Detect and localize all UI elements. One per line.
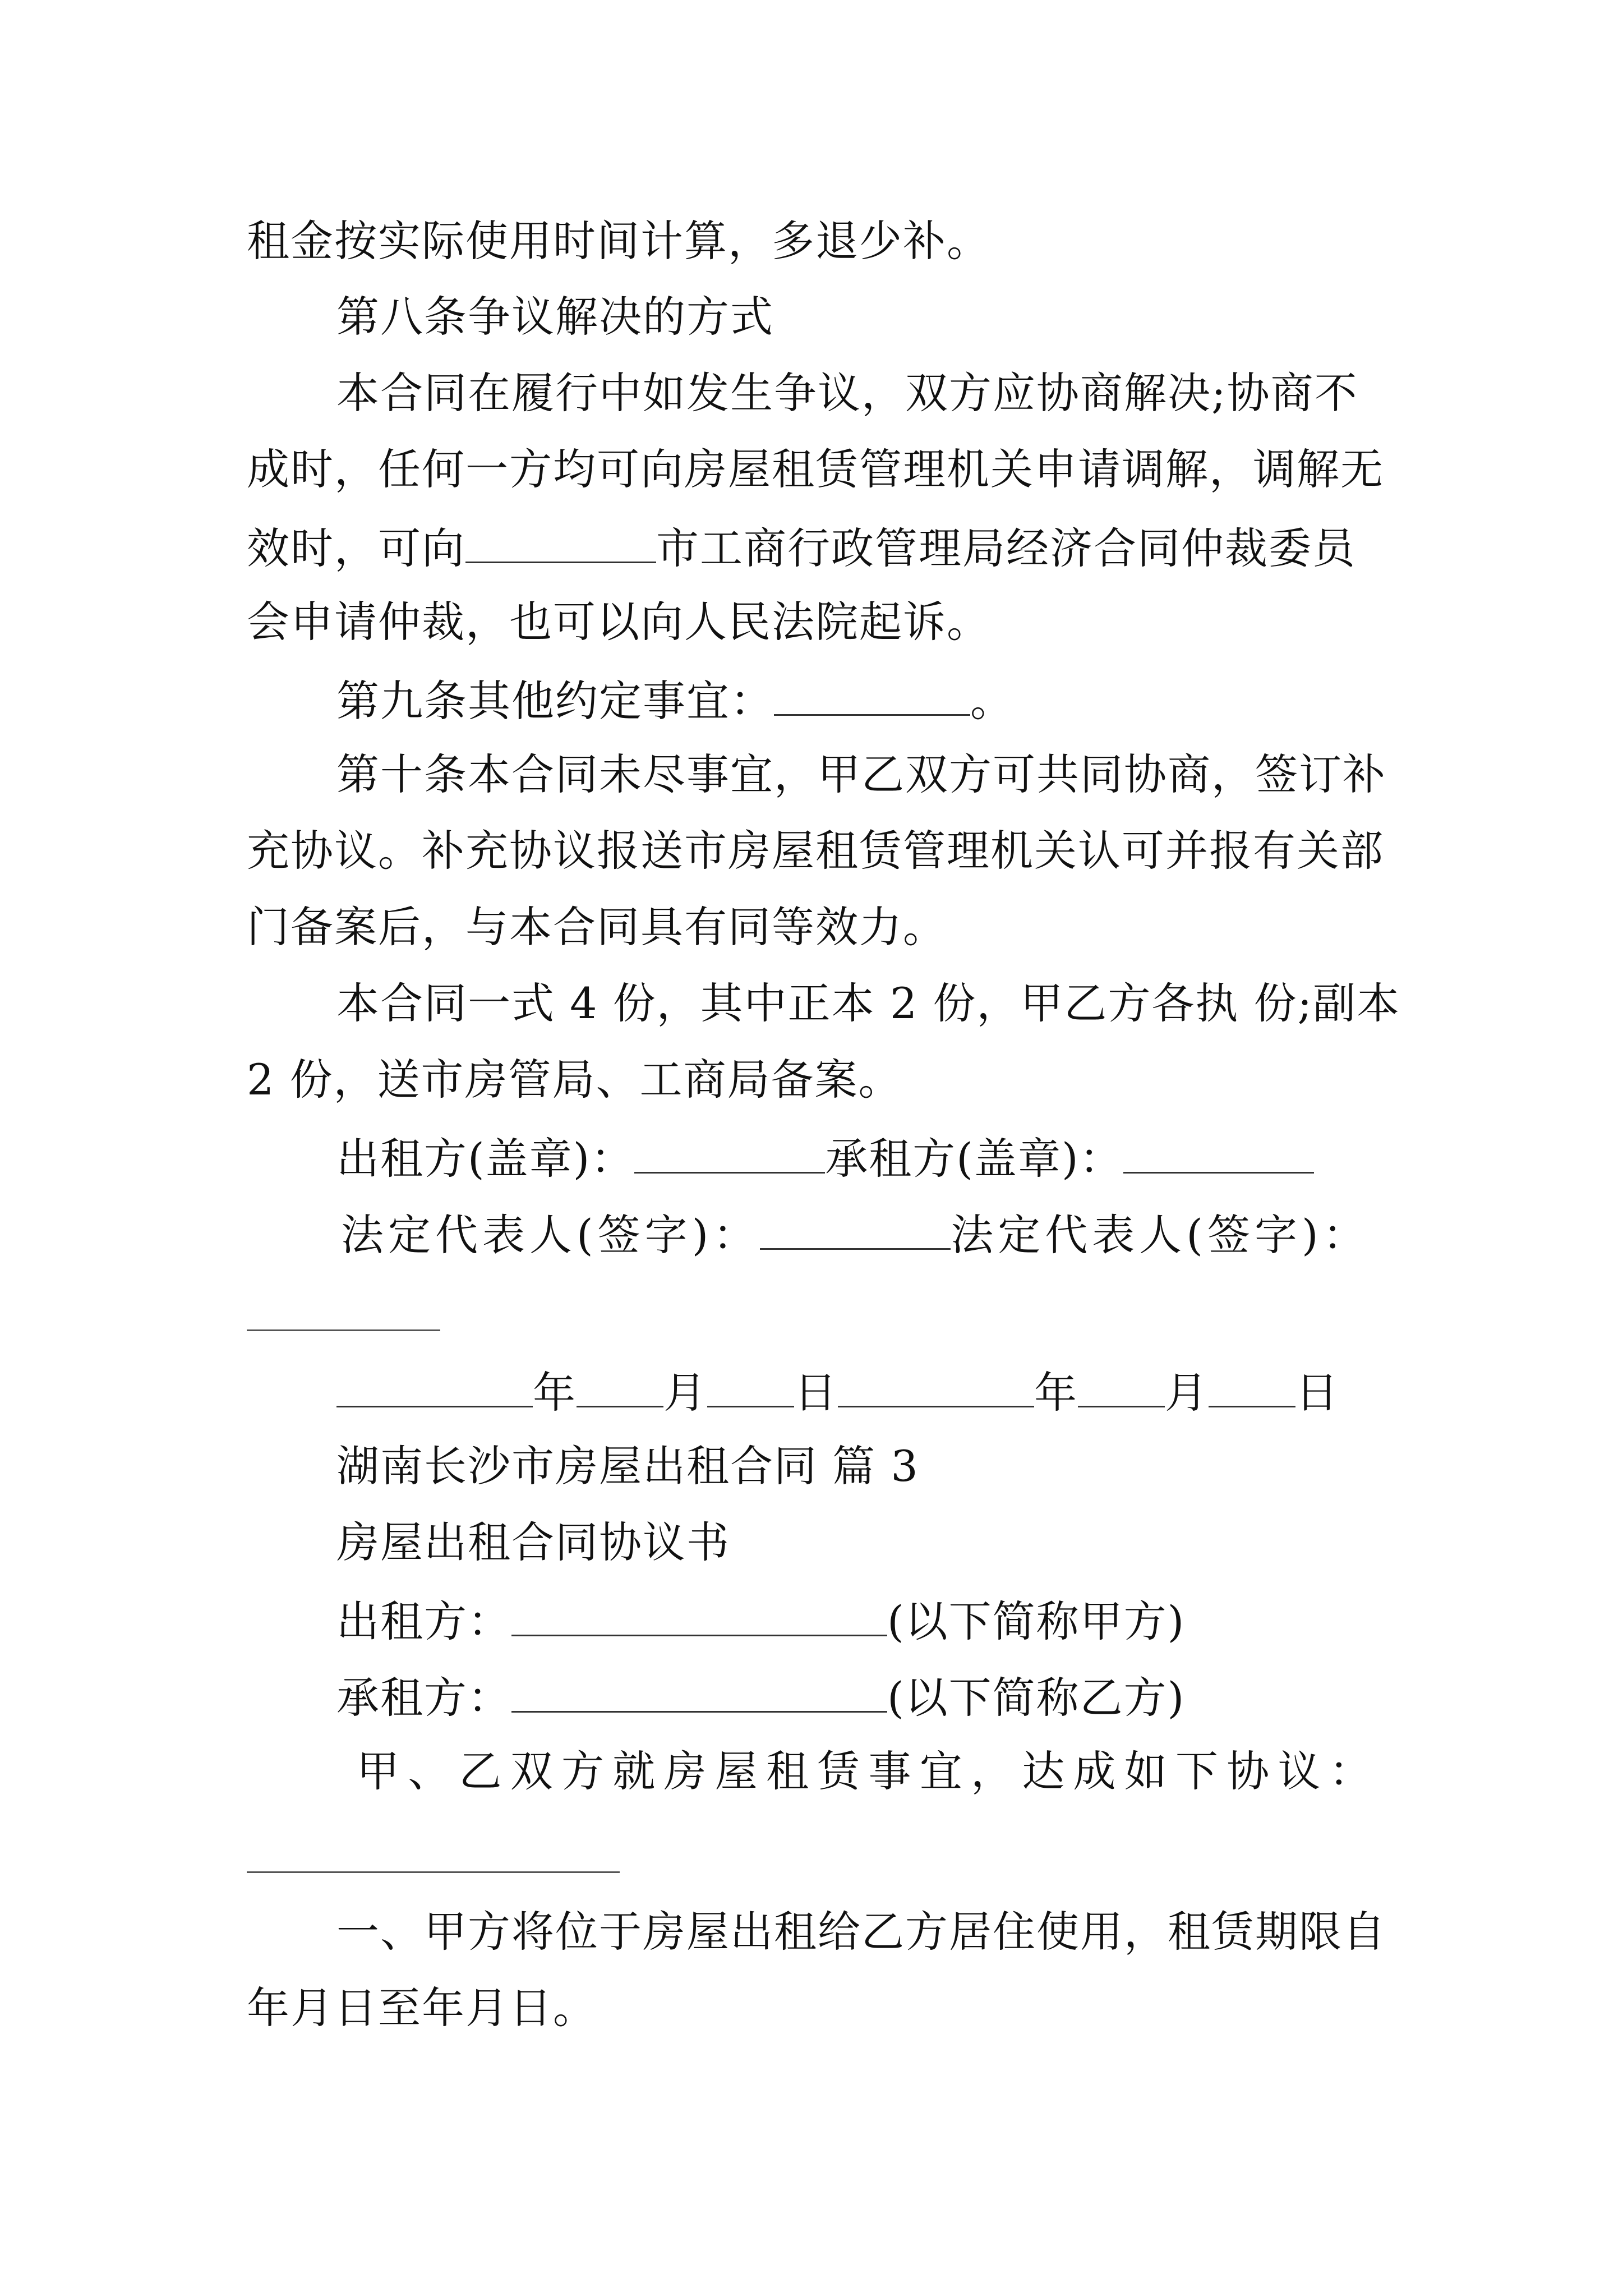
date-year-label: 年 <box>1034 1368 1078 1418</box>
date-year-label: 年 <box>533 1368 577 1418</box>
fill-blank <box>465 524 656 563</box>
char: 达 <box>1022 1746 1066 1796</box>
char: ， <box>971 1746 1015 1796</box>
paragraph-line <box>247 523 1356 573</box>
date-day-label: 日 <box>1295 1368 1339 1418</box>
char: 议 <box>1278 1746 1322 1796</box>
fill-blank <box>1209 1369 1295 1407</box>
fill-blank <box>760 1211 951 1250</box>
lessee-rep-label: 法定代表人(签字)： <box>951 1210 1370 1260</box>
char: ： <box>1329 1746 1373 1796</box>
fill-blank <box>577 1369 663 1407</box>
paragraph-line: 年月日至年月日。 <box>247 1983 597 2033</box>
paragraph-line: 门备案后，与本合同具有同等效力。 <box>247 902 947 952</box>
fill-blank <box>634 1135 825 1174</box>
text-segment: 第九条其他约定事宜： <box>336 676 774 726</box>
agreement-intro-line <box>357 1746 1373 1796</box>
party-line <box>336 1596 1186 1646</box>
lessee-alias: (以下简称乙方) <box>887 1673 1186 1723</box>
char: 协 <box>1227 1746 1271 1796</box>
char: 甲 <box>357 1746 400 1796</box>
char: 屋 <box>714 1746 759 1796</box>
text-segment: 市工商行政管理局经济合同仲裁委员 <box>656 523 1356 573</box>
fill-blank <box>838 1369 1034 1407</box>
fill-blank <box>707 1369 794 1407</box>
paragraph-line: 2 份，送市房管局、工商局备案。 <box>247 1055 902 1105</box>
paragraph-line: 本合同一式 4 份，其中正本 2 份，甲乙方各执 份;副本 <box>336 978 1401 1028</box>
lessor-rep-label: 法定代表人(签字)： <box>341 1210 760 1260</box>
paragraph-line: 充协议。补充协议报送市房屋租赁管理机关认可并报有关部 <box>247 826 1384 876</box>
paragraph-line: 成时，任何一方均可向房屋租赁管理机关申请调解，调解无 <box>247 444 1384 494</box>
char: 租 <box>766 1746 810 1796</box>
paragraph-line: 租金按实际使用时间计算，多退少补。 <box>247 216 990 266</box>
lessee-label: 承租方： <box>336 1673 511 1723</box>
char: 成 <box>1073 1746 1117 1796</box>
char: 宜 <box>919 1746 963 1796</box>
char: 、 <box>408 1746 452 1796</box>
fill-blank <box>774 677 970 716</box>
fill-blank <box>247 1329 440 1331</box>
date-line <box>336 1368 1339 1418</box>
char: 乙 <box>459 1746 503 1796</box>
fill-blank <box>511 1598 887 1636</box>
paragraph-line <box>336 676 1014 726</box>
fill-blank <box>336 1369 533 1407</box>
char: 如 <box>1124 1746 1168 1796</box>
signature-line <box>341 1210 1370 1260</box>
text-segment: 。 <box>970 676 1014 726</box>
lessor-seal-label: 出租方(盖章)： <box>336 1134 635 1184</box>
paragraph-line: 本合同在履行中如发生争议，双方应协商解决;协商不 <box>336 368 1358 418</box>
char: 房 <box>663 1746 708 1796</box>
paragraph-line: 一、甲方将位于房屋出租给乙方居住使用，租赁期限自 <box>336 1907 1386 1957</box>
fill-blank <box>247 1871 620 1873</box>
char: 方 <box>561 1746 605 1796</box>
char: 双 <box>510 1746 554 1796</box>
date-month-label: 月 <box>663 1368 707 1418</box>
char: 下 <box>1175 1746 1219 1796</box>
lessor-label: 出租方： <box>336 1596 511 1646</box>
lessor-alias: (以下简称甲方) <box>887 1596 1186 1646</box>
date-day-label: 日 <box>794 1368 838 1418</box>
char: 赁 <box>817 1746 861 1796</box>
paragraph-line: 会申请仲裁，也可以向人民法院起诉。 <box>247 597 990 647</box>
char: 事 <box>868 1746 912 1796</box>
date-month-label: 月 <box>1165 1368 1209 1418</box>
document-title: 房屋出租合同协议书 <box>336 1517 730 1567</box>
char: 就 <box>612 1746 657 1796</box>
section-title: 湖南长沙市房屋出租合同 篇 3 <box>336 1441 919 1491</box>
paragraph-line: 第十条本合同未尽事宜，甲乙双方可共同协商，签订补 <box>336 749 1386 799</box>
fill-blank <box>1078 1369 1165 1407</box>
lessee-seal-label: 承租方(盖章)： <box>825 1134 1123 1184</box>
signature-line <box>336 1134 1314 1184</box>
article-heading: 第八条争议解决的方式 <box>336 292 774 342</box>
fill-blank <box>511 1674 887 1713</box>
party-line <box>336 1673 1186 1723</box>
fill-blank <box>1123 1135 1314 1174</box>
text-segment: 效时，可向 <box>247 523 465 573</box>
